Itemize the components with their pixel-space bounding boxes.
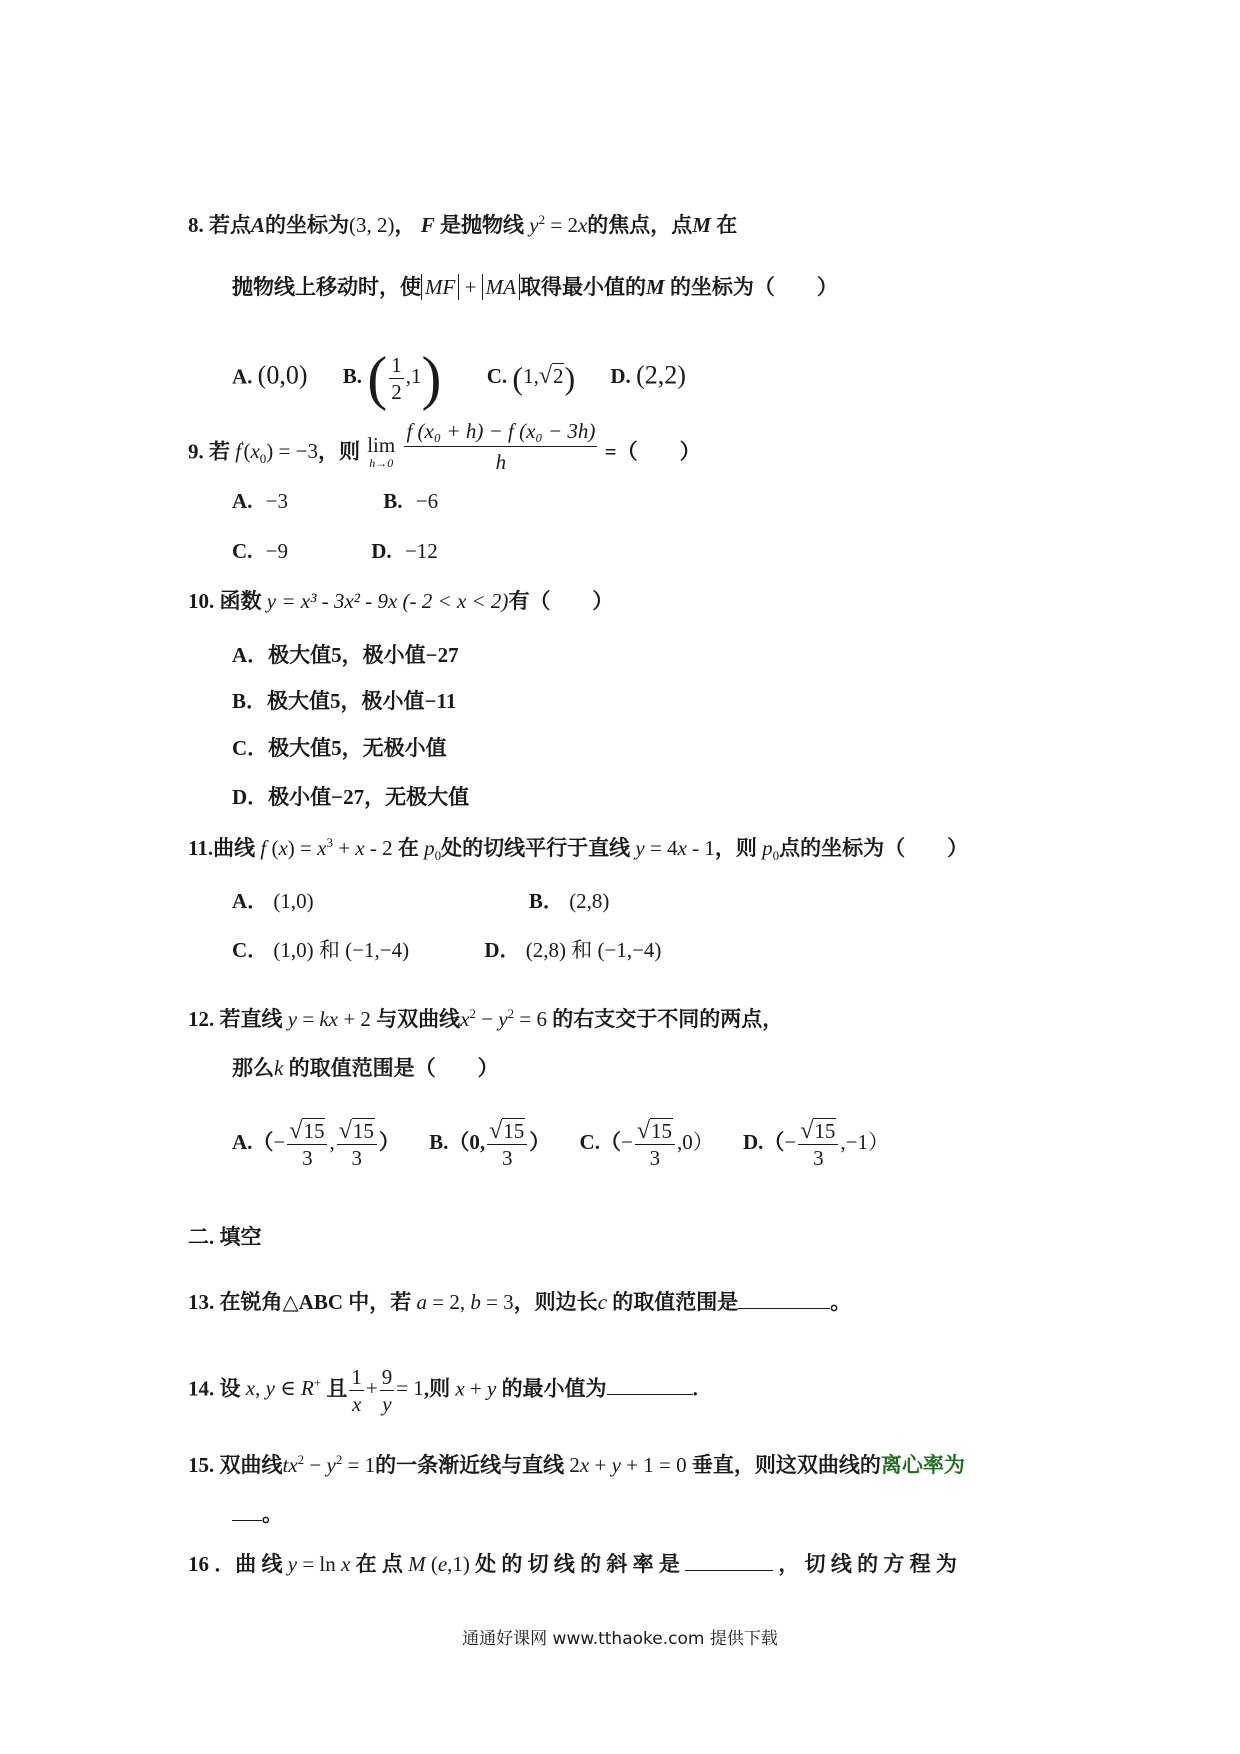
q9-option-c: −9 [265,539,289,563]
q15-math-hyperbola: $tx^2 - y^2 = 1$ [282,1452,376,1477]
q11-number: 11. [188,836,214,860]
q8-options [232,345,686,412]
q8-text: 抛物线上移动时，使 [232,275,421,299]
q12-text: 那么 [232,1056,274,1080]
q15-text: 。 [262,1502,283,1526]
q12-number: 12. [188,1007,215,1031]
q13-math-c: c [597,1290,608,1314]
q11-option-d: (2,8) 和 (−1,−4) [525,938,662,962]
q10-option-b: B．极大值5，极小值−11 [232,689,457,713]
q13-text: ，则边长 [513,1290,598,1314]
q9-option-b: −6 [415,489,439,513]
q10-line1 [188,586,613,616]
q8-math-point: (3, 2) [349,213,395,237]
option-label: B. [342,364,363,389]
q11-option-a: (1,0) [273,889,314,913]
q11-options-row1 [232,886,609,916]
option-label: C. [232,539,253,563]
q8-math-M2: M [646,275,665,299]
q12-option-c: C.（− $\frac{√15}{3}$ ,0） [579,1118,714,1170]
q14-math-equation: $\frac{1}{x}$ + $\frac{9}{y}$ = 1 [351,1365,424,1416]
q9-line1 [188,419,701,477]
option-label: B. [383,489,403,513]
q14-text: 的最小值为 [501,1376,607,1401]
q8-text: 的坐标为 [265,213,350,237]
q11-math-curve: f $(x) = x^3 + x - 2$ [260,835,393,860]
q12-math-line: y = kx + 2 [287,1007,371,1031]
q9-option-a: −3 [265,489,289,513]
q9-math-derivative: $f'(x_0) = -3$ [235,438,318,467]
q11-text: 曲线 [213,836,256,860]
q8-line1 [188,210,737,240]
q14-math-set: x, y ∈ R+ [245,1375,322,1401]
q8-text: 在 [716,213,738,237]
q10-text: 有（ ） [508,589,614,613]
q13-text: 在锐角△ABC 中，若 [219,1290,412,1314]
q8-number: 8. [188,213,204,237]
q16-line [188,1548,957,1579]
q14-text: 设 [219,1376,241,1401]
q12-option-a: A.（− $\frac{√15}{3}$ , $\frac{√15}{3}$ ） [232,1118,400,1170]
q8-text: 的坐标为（ ） [669,275,838,299]
q13-text: 。 [830,1290,852,1314]
option-label: C． [232,938,269,962]
option-label: D. [610,364,631,389]
q12-text: 与双曲线 [376,1007,461,1031]
q8-math-F: F [420,213,435,237]
q8-math-M: M [692,213,711,237]
q14-number: 14. [188,1376,215,1401]
q9-text: 若 [209,439,230,464]
q11-options-row2 [232,935,661,965]
q15-line1 [188,1450,965,1480]
q11-math-line: y = 4x - 1 [635,836,715,860]
q11-math-p0-2: $p_0$ [762,836,780,864]
q9-options-row1 [232,486,438,516]
q9-text: ，则 [317,439,360,464]
q15-line2 [232,1498,283,1529]
q16-math-point: M (e,1) [408,1552,470,1576]
q10-text: 函数 [219,589,262,613]
q16-answer-blank-slope[interactable] [685,1548,773,1571]
q12-text: 若直线 [219,1007,283,1031]
q10-math-function: y = x³ - 3x² - 9x (- 2 < x < 2) [266,589,509,613]
q8-option-a: (0,0) [257,360,308,390]
q12-options [232,1118,889,1171]
q8-text: ， [394,213,416,237]
q13-math-sides: a = 2, b = 3 [416,1290,514,1314]
q11-math-p0: $p_0$ [424,836,442,864]
q8-math-parabola: $y^2 = 2x$ [529,212,588,237]
q11-text: 在 [397,836,419,860]
q15-text-highlight: 离心率为 [880,1453,965,1477]
q8-math-abs-sum: MF + MA [421,275,520,299]
option-label: A． [232,889,269,913]
q11-line1 [188,833,968,863]
q15-text: 的一条渐近线与直线 [375,1453,565,1477]
q8-text: 是抛物线 [440,213,525,237]
q16-text: ．曲 线 [214,1552,283,1576]
q8-math-A: A [251,213,266,237]
q13-number: 13. [188,1290,215,1314]
q8-option-d: (2,2) [636,360,686,390]
option-label: D. [371,539,392,563]
q13-answer-blank[interactable] [738,1286,830,1309]
q8-text: 若点 [209,213,251,237]
q12-line2 [232,1053,499,1083]
q12-math-hyperbola: $x^2 - y^2 = 6$ [460,1006,548,1031]
q10-option-c: C．极大值5，无极小值 [232,736,447,760]
q15-math-line: 2x + y + 1 = 0 [569,1453,687,1477]
q16-text: ， 切 线 的 方 程 为 [778,1552,957,1576]
q16-text: 处 的 切 线 的 斜 率 是 [475,1552,680,1576]
q10-option-d: D．极小值−27，无极大值 [232,785,470,809]
q16-math-curve: y = ln x [287,1552,351,1576]
option-label: A. [232,364,253,389]
q8-text: 取得最小值的 [520,275,646,299]
q9-fraction: $\frac{\text{f (x₀ + h) − f (x₀ − 3h)}}{h}$ [404,416,597,477]
q9-limit: lim h→0 [367,432,396,470]
q8-option-c: (1,√2) [512,360,576,397]
q12-option-d: D.（− $\frac{√15}{3}$ ,−1） [742,1118,890,1170]
q12-option-b: B.（0, $\frac{√15}{3}$ ） [429,1118,551,1170]
q9-text: =（ ） [604,439,701,464]
q14-text: ,则 [423,1376,451,1401]
q13-text: 的取值范围是 [612,1290,739,1314]
q13-line [188,1286,851,1317]
q14-answer-blank[interactable] [607,1372,693,1395]
q11-text: 处的切线平行于直线 [441,836,631,860]
option-label: B． [528,889,564,913]
q16-number: 16 [188,1552,209,1576]
q15-text: 双曲线 [219,1453,283,1477]
q8-text: 的焦点，点 [587,213,693,237]
q14-line [188,1364,698,1417]
section-title: 二. 填空 [188,1225,262,1249]
q9-option-d: −12 [404,539,438,563]
q9-options-row2 [232,536,438,566]
q8-line2 [232,272,838,302]
q14-text: 且 [326,1376,348,1401]
q10-option-a: A．极大值5，极小值−27 [232,643,459,667]
q12-math-k: k [274,1056,284,1080]
q16-text: 在 点 [355,1552,403,1576]
q10-number: 10. [188,589,215,613]
option-label: D． [484,938,521,962]
q15-answer-blank[interactable] [232,1498,262,1521]
page-footer: 通通好课网 www.tthaoke.com 提供下载 [462,1629,778,1649]
q11-text: ，则 [714,836,757,860]
q8-option-b: ( $\frac{1}{2}$ ,1) [367,345,442,412]
q14-math-sum: x + y [455,1376,497,1401]
q11-option-c: (1,0) 和 (−1,−4) [273,938,410,962]
q11-option-b: (2,8) [569,889,610,913]
q12-text: 的右支交于不同的两点， [552,1007,784,1031]
q15-number: 15. [188,1453,215,1477]
option-label: C. [486,364,508,389]
q12-text: 的取值范围是（ ） [288,1056,499,1080]
q15-text: 垂直，则这双曲线的 [691,1453,881,1477]
q12-line1 [188,1004,783,1034]
q9-number: 9. [188,439,204,464]
option-label: A. [232,489,253,513]
q14-text: . [692,1376,698,1401]
q11-text: 点的坐标为（ ） [779,836,969,860]
